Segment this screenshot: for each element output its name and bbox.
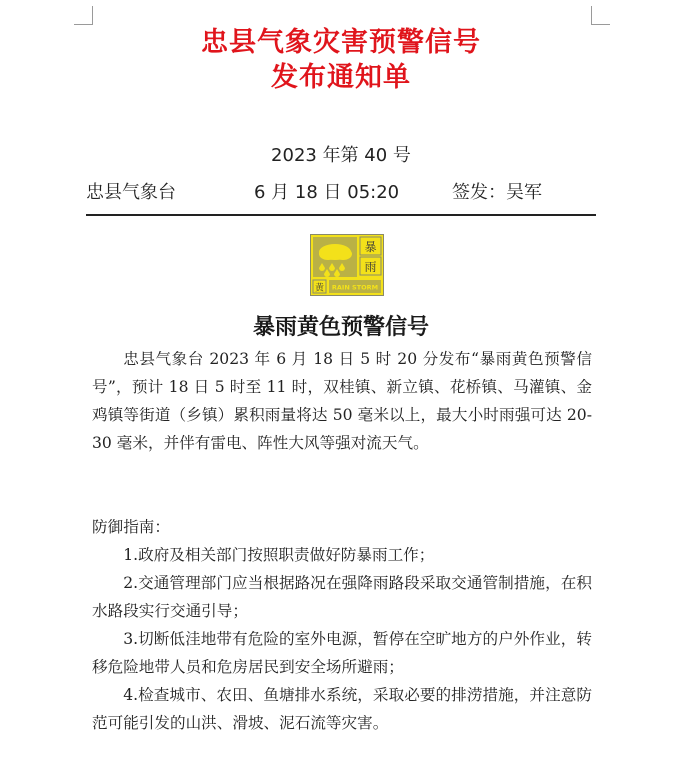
signer: 签发：吴军 [452, 182, 542, 203]
guide-item-3: 3.切断低洼地带有危险的室外电源，暂停在空旷地方的户外作业，转移危险地带人员和危房居民到安全场所避雨； [92, 630, 592, 676]
crop-mark-top-left [74, 6, 93, 25]
guide-title: 防御指南： [92, 518, 170, 536]
signal-heading: 暴雨黄色预警信号 [252, 315, 429, 340]
signal-char-huang: 黄 [314, 283, 325, 294]
signal-label-en: RAIN STORM [331, 283, 379, 292]
guide-item-1: 1.政府及相关部门按照职责做好防暴雨工作； [123, 546, 435, 564]
header-divider [86, 214, 596, 216]
issue-datetime: 6 月 18 日 05:20 [254, 182, 400, 203]
warning-paragraph: 忠县气象台 2023 年 6 月 18 日 5 时 20 分发布“暴雨黄色预警信号”，预计 18 日 5 时至 11 时，双桂镇、新立镇、花桥镇、马灌镇、金鸡镇等街道（乡镇）累积雨量将达 50 毫米以上，最大小时雨强可达 20-30 毫米，并伴有雷电、阵性大风等强对流天气。 [92, 350, 592, 452]
crop-mark-top-right [591, 6, 610, 25]
rainstorm-yellow-signal-icon [310, 234, 384, 296]
issuing-agency: 忠县气象台 [86, 182, 176, 203]
signal-char-bao: 暴 [364, 240, 377, 254]
page-title-line1: 忠县气象灾害预警信号 [201, 27, 481, 58]
guide-item-2: 2.交通管理部门应当根据路况在强降雨路段采取交通管制措施，在积水路段实行交通引导； [92, 574, 592, 620]
guide-item-4: 4.检查城市、农田、鱼塘排水系统，采取必要的排涝措施，并注意防范可能引发的山洪、滑坡、泥石流等灾害。 [92, 686, 592, 732]
issue-number: 2023 年第 40 号 [271, 145, 411, 166]
page-title-line2: 发布通知单 [271, 62, 411, 93]
signal-char-yu: 雨 [364, 260, 377, 274]
